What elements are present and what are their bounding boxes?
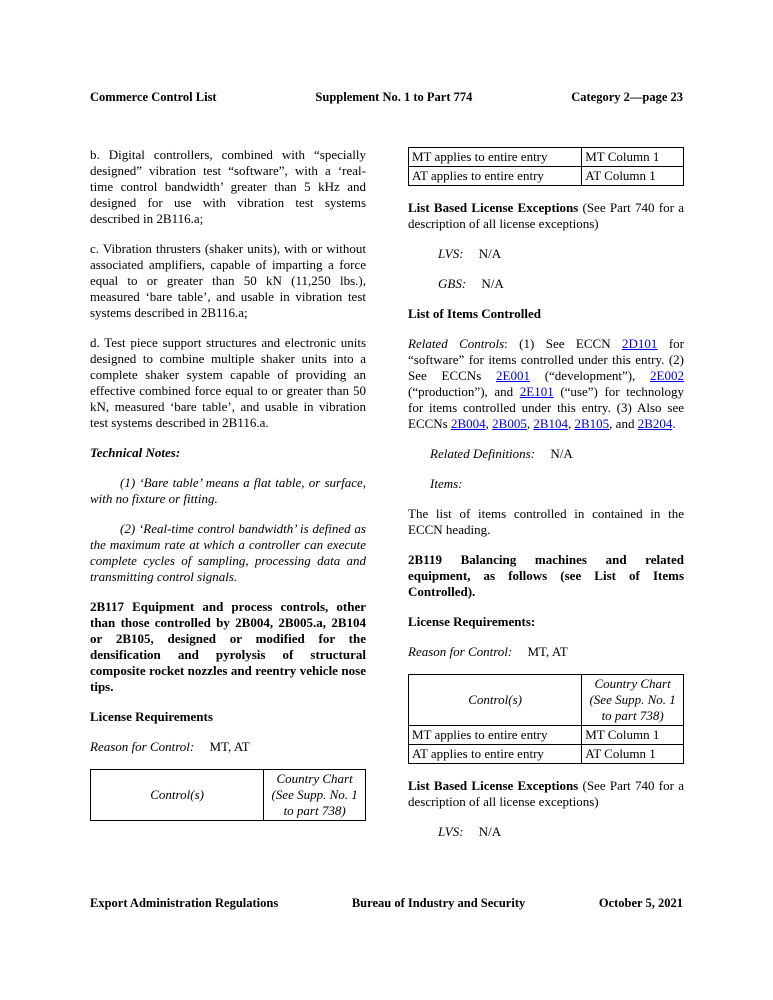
license-exception-list-1: [438, 246, 684, 292]
license-requirements-heading-2b117: License Requirements: [90, 709, 213, 724]
footer-center-title: Bureau of Industry and Security: [351, 896, 526, 910]
table-header-row: [409, 675, 684, 726]
related-controls-text: , and: [609, 416, 638, 431]
link-2D101[interactable]: 2D101: [622, 336, 658, 351]
list-based-exceptions-heading: List Based License Exceptions: [408, 200, 579, 215]
related-definitions-block: [430, 446, 684, 492]
link-2E002[interactable]: 2E002: [650, 368, 684, 383]
page-header: [90, 90, 683, 105]
chart-cell: MT Column 1: [582, 148, 684, 167]
items-label: Items:: [430, 476, 463, 491]
list-based-exceptions-heading: List Based License Exceptions: [408, 778, 579, 793]
related-definitions-label: Related Definitions:: [430, 446, 536, 461]
header-page-number: Category 2—page 23: [571, 90, 683, 104]
lvs-line: [438, 824, 684, 840]
country-chart-column-header: Country Chart (See Supp. No. 1 to part 738): [582, 675, 684, 726]
footer-date: October 5, 2021: [598, 896, 683, 910]
reason-for-control-label: Reason for Control:: [90, 739, 195, 754]
chart-cell: AT Column 1: [582, 167, 684, 186]
control-table-2b117: [90, 769, 366, 821]
header-left-title: Commerce Control List: [90, 90, 217, 104]
related-controls-text: for “software” for items controlled under this entry. (2) See ECCNs: [408, 336, 684, 383]
license-requirements-heading-2b119: License Requirements:: [408, 614, 536, 629]
related-controls-label: Related Controls: [408, 336, 505, 351]
list-of-items-heading: List of Items Controlled: [408, 306, 542, 321]
technical-notes-heading: Technical Notes:: [90, 445, 181, 460]
lvs-value: N/A: [478, 824, 502, 839]
lvs-label: LVS:: [438, 246, 464, 261]
related-definitions-line: [430, 446, 684, 462]
gbs-value: N/A: [481, 276, 504, 291]
license-exception-list-2: [438, 824, 684, 840]
technical-note-1: (1) ‘Bare table’ means a flat table, or surface, with no fixture or fitting.: [90, 475, 366, 506]
link-2B204[interactable]: 2B204: [637, 416, 673, 431]
right-column: [408, 147, 684, 854]
link-2B105[interactable]: 2B105: [574, 416, 610, 431]
related-controls-text: (“development”),: [529, 368, 651, 383]
table-row: [409, 167, 684, 186]
paragraph-b: b. Digital controllers, combined with “specially designed” vibration test “software”, with a ‘real-time control bandwidth’ greater than 5 kHz and designed for use with vibration test systems described in 2B116.a;: [90, 147, 366, 226]
table-row: [409, 726, 684, 745]
gbs-label: GBS:: [438, 276, 467, 291]
chart-cell: MT Column 1: [582, 726, 684, 745]
footer-left-title: Export Administration Regulations: [90, 896, 279, 910]
left-column: [90, 147, 366, 835]
items-text: The list of items controlled in contained in the ECCN heading.: [408, 506, 684, 537]
table-header-row: [91, 770, 366, 821]
control-table-2b119: [408, 674, 684, 764]
header-center-title: Supplement No. 1 to Part 774: [315, 90, 473, 104]
table-row: [409, 148, 684, 167]
link-2B005[interactable]: 2B005: [492, 416, 527, 431]
eccn-2b117-heading: 2B117 Equipment and process controls, other than those controlled by 2B004, 2B005.a, 2B104 or 2B105, designed or modified for the densification and pyrolysis of structural composite rocket nozzles and reentry vehicle nose tips.: [90, 599, 366, 694]
paragraph-c: c. Vibration thrusters (shaker units), with or without associated amplifiers, capable of imparting a force equal to or greater than 50 kN (11,250 lbs.), measured ‘bare table’, and usable in vibration test systems described in 2B116.a;: [90, 241, 366, 320]
controls-column-header: Control(s): [409, 675, 582, 726]
related-controls-text: (“production”), and: [408, 384, 520, 399]
related-controls-text: ,: [568, 416, 575, 431]
related-controls-text: .: [672, 416, 676, 431]
control-table-continuation: [408, 147, 684, 186]
related-controls-text: (“use”) for technology for items controlled under this entry. (3) Also see ECCNs: [408, 384, 684, 431]
table-row: [409, 745, 684, 764]
list-based-exceptions-1: [408, 200, 684, 232]
controls-column-header: Control(s): [91, 770, 264, 821]
control-cell: AT applies to entire entry: [409, 745, 582, 764]
lvs-value: N/A: [478, 246, 502, 261]
related-definitions-value: N/A: [550, 446, 573, 461]
eccn-2b119-heading: 2B119 Balancing machines and related equipment, as follows (see List of Items Controlled).: [408, 552, 684, 599]
lvs-line: [438, 246, 684, 262]
control-cell: AT applies to entire entry: [409, 167, 582, 186]
reason-for-control-2b117: [90, 739, 366, 755]
reason-for-control-value: MT, AT: [527, 644, 568, 659]
lvs-label: LVS:: [438, 824, 464, 839]
technical-note-2: (2) ‘Real-time control bandwidth’ is defined as the maximum rate at which a controller can execute complete cycles of sampling, processing data and transmitting control signals.: [90, 521, 366, 584]
reason-for-control-value: MT, AT: [209, 739, 250, 754]
list-based-exceptions-note: (See Part 740 for a description of all license exceptions): [408, 200, 684, 231]
paragraph-d: d. Test piece support structures and electronic units designed to combine multiple shaker units into a complete shaker system capable of providing an effective combined force equal to or greater than 50 kN, measured ‘bare table’, and usable in vibration test systems described in 2B116.a.: [90, 335, 366, 430]
related-controls-paragraph: [408, 336, 684, 432]
gbs-line: [438, 276, 684, 292]
link-2B004[interactable]: 2B004: [450, 416, 486, 431]
related-controls-text: ,: [526, 416, 534, 431]
control-cell: MT applies to entire entry: [409, 726, 582, 745]
link-2E001[interactable]: 2E001: [496, 368, 530, 383]
country-chart-column-header: Country Chart (See Supp. No. 1 to part 738): [264, 770, 366, 821]
reason-for-control-label: Reason for Control:: [408, 644, 513, 659]
related-controls-text: : (1) See ECCN: [504, 336, 623, 351]
link-2E101[interactable]: 2E101: [519, 384, 554, 399]
control-cell: MT applies to entire entry: [409, 148, 582, 167]
chart-cell: AT Column 1: [582, 745, 684, 764]
reason-for-control-2b119: [408, 644, 684, 660]
link-2B104[interactable]: 2B104: [533, 416, 568, 431]
page-footer: [90, 896, 683, 911]
list-based-exceptions-note: (See Part 740 for a description of all license exceptions): [408, 778, 684, 809]
related-controls-text: ,: [485, 416, 493, 431]
list-based-exceptions-2: [408, 778, 684, 810]
